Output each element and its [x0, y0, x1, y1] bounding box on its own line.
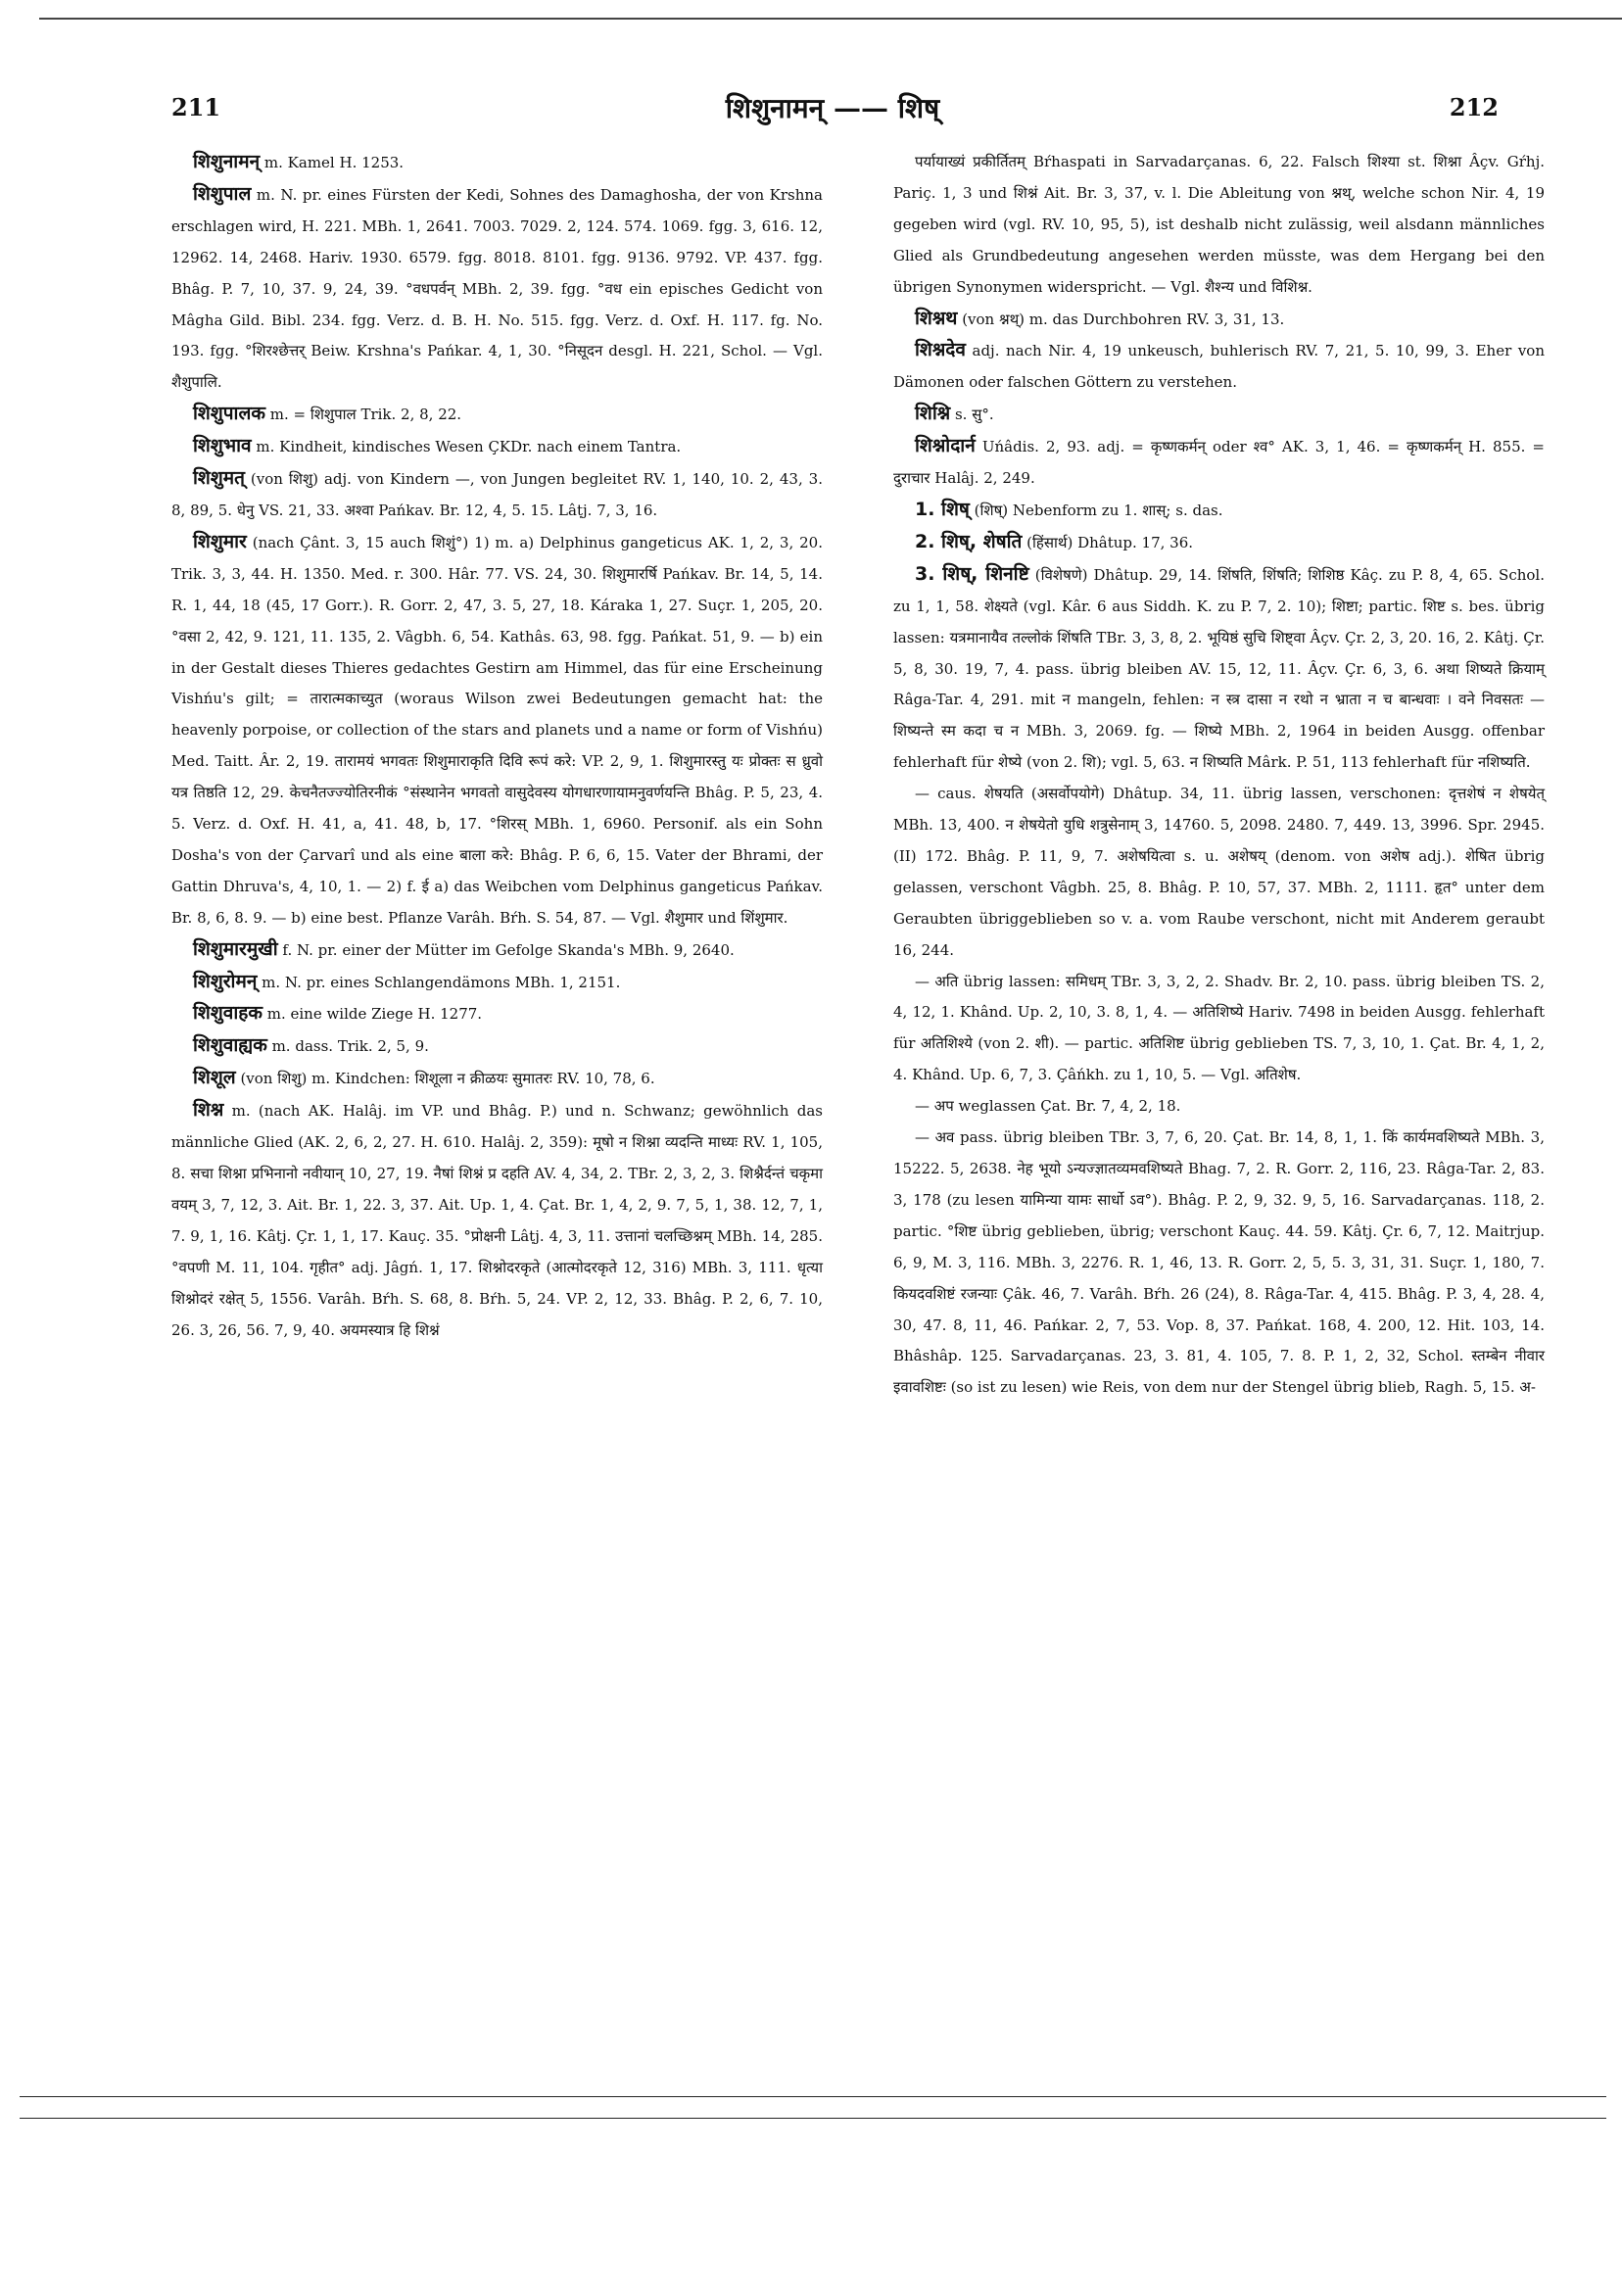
dictionary-entry: [893, 399, 1545, 431]
entry-text: m. N. pr. eines Fürsten der Kedi, Sohnes des Damaghosha, der von Krshna erschlagen wird, H. 221. MBh. 1, 2641. 7003. 7029. 2, 124. 574. 1069. fgg. 3, 616. 12, 12962. 14, 2468. Hariv. 1930. 6579. fgg. 8018. 8101. fgg. 9136. 9792. VP. 437. fgg. Bhâg. P. 7, 10, 37. 9, 24, 39. °वधपर्वन् MBh. 2, 39. fgg. °वध ein episches Gedicht von Mâgha Gild. Bibl. 234. fgg. Verz. d. B. H. No. 515. fgg. Verz. d. Oxf. H. 117. fg. No. 193. fgg. °शिरश्छेत्तर् Beiw. Krshna's Pańkar. 4, 1, 30. °निसूदन desgl. H. 221, Schol. — Vgl. शैशुपालि.: [171, 185, 823, 392]
entry-text: Uńâdis. 2, 93. adj. = कृष्णकर्मन् oder श्व° AK. 3, 1, 46. = कृष्णकर्मन् H. 855. = दुराचार Halâj. 2, 249.: [893, 438, 1545, 488]
dictionary-entry: [171, 1095, 823, 1346]
dictionary-entry: [171, 147, 823, 179]
entry-text: m. eine wilde Ziege H. 1277.: [266, 1005, 483, 1024]
dictionary-entry: [171, 998, 823, 1030]
bottom-rule: [20, 2118, 1606, 2119]
dictionary-entry: [893, 779, 1545, 966]
dictionary-entry: [171, 967, 823, 999]
entry-headword: शिशुपालक: [193, 403, 265, 425]
entry-headword: शिशुमार: [193, 530, 247, 552]
dictionary-entry: [171, 1063, 823, 1095]
entry-text: (हिंसार्थ) Dhâtup. 17, 36.: [1026, 533, 1194, 551]
dictionary-entry: [893, 967, 1545, 1092]
dictionary-entry: [171, 431, 823, 463]
page-number-right: 212: [1449, 93, 1499, 121]
entry-headword: शिश्न: [193, 1099, 224, 1122]
entry-text: m. (nach AK. Halâj. im VP. und Bhâg. P.) und n. Schwanz; gewöhnlich das männliche Glied (AK. 2, 6, 2, 27. H. 610. Halâj. 2, 359): मूषो न शिश्ना व्यदन्ति माध्यः RV. 1, 105, 8. सचा शिश्ना प्रभिनानो नवीयान् 10, 27, 19. नैषां शिश्नं प्र दहति AV. 4, 34, 2. TBr. 2, 3, 2, 3. शिश्नैर्दन्तं चकृमा वयम् 3, 7, 12, 3. Ait. Br. 1, 22. 3, 37. Ait. Up. 1, 4. Çat. Br. 1, 4, 2, 9. 7, 5, 1, 38. 12, 7, 1, 7. 9, 1, 16. Kâtj. Çr. 1, 1, 17. Kauç. 35. °प्रोक्षनी Lâṭj. 4, 3, 11. उत्तानां चलच्छिश्नम् MBh. 14, 285. °वपणी M. 11, 104. गृहीत° adj. Jâgń. 1, 17. शिश्नोदरकृते (आत्मोदरकृते 12, 316) MBh. 3, 111. धृत्या शिश्नोदरं रक्षेत् 5, 1556. Varâh. Bŕh. S. 68, 8. Bŕh. 5, 24. VP. 2, 12, 33. Bhâg. P. 2, 6, 7. 10, 26. 3, 26, 56. 7, 9, 40. अयमस्यात्र हि शिश्नं: [171, 1102, 823, 1339]
entry-headword: 2. शिष्, शेषति: [915, 530, 1023, 552]
entry-headword: शिशुनामन्: [193, 151, 261, 172]
top-edge-rule: [39, 18, 1622, 20]
entry-text: (nach Çânt. 3, 15 auch शिशुं°) 1) m. a) Delphinus gangeticus AK. 1, 2, 3, 20. Trik. 3, 3, 44. H. 1350. Med. r. 300. Hâr. 77. VS. 24, 30. शिशुमारर्षि Pańkav. Br. 14, 5, 14. R. 1, 44, 18 (45, 17 Gorr.). R. Gorr. 2, 47, 3. 5, 27, 18. Káraka 1, 27. Suçr. 1, 205, 20. °वसा 2, 42, 9. 121, 11. 135, 2. Vâgbh. 6, 54. Kathâs. 63, 98. fgg. Pańkat. 51, 9. — b) ein in der Gestalt dieses Thieres gedachtes Gestirn am Himmel, das für eine Erscheinung Vishńu's gilt; = तारात्मकाच्युत (woraus Wilson zwei Bedeutungen gemacht hat: the heavenly porpoise, or collection of the stars and planets und a name or form of Vishńu) Med. Taitt. Âr. 2, 19. तारामयं भगवतः शिशुमाराकृति दिवि रूपं करे: VP. 2, 9, 1. शिशुमारस्तु यः प्रोक्तः स ध्रुवो यत्र तिष्ठति 12, 29. केचनैतज्ज्योतिरनीकं °संस्थानेन भगवतो वासुदेवस्य योगधारणायामनुवर्णयन्ति Bhâg. P. 5, 23, 4. 5. Verz. d. Oxf. H. 41, a, 41. 48, b, 17. °शिरस् MBh. 1, 6960. Personif. als ein Sohn Dosha's von der Çarvarî und als eine बाला करे: Bhâg. P. 6, 6, 15. Vater der Bhrami, der Gattin Dhruva's, 4, 10, 1. — 2) f. ई a) das Weibchen vom Delphinus gangeticus Pańkav. Br. 8, 6, 8. 9. — b) eine best. Pflanze Varâh. Bŕh. S. 54, 87. — Vgl. शैशुमार und शिंशुमार.: [171, 533, 823, 927]
entry-text: (विशेषणे) Dhâtup. 29, 14. शिंषति, शिंषति; शिशिष्ठ Kâç. zu P. 8, 4, 65. Schol. zu 1, 1, 58. शेक्ष्यते (vgl. Kâr. 6 aus Siddh. K. zu P. 7, 2. 10); शिष्टा; partic. शिष्ट s. bes. übrig lassen: यत्रमानायैव तल्लोकं शिंषति TBr. 3, 3, 8, 2. भूयिष्ठं सुचि शिष्ट्वा Âçv. Çr. 2, 3, 20. 16, 2. Kâtj. Çr. 5, 8, 30. 19, 7, 4. pass. übrig bleiben AV. 15, 12, 11. Âçv. Çr. 6, 3, 6. अथा शिष्यते क्रियाम् Râga-Tar. 4, 291. mit न mangeln, fehlen: न स्त्र दासा न रथो न भ्राता न च बान्धवाः । वने निवसतः — शिष्यन्ते स्म कदा च न MBh. 3, 2069. fg. — शिष्ये MBh. 2, 1964 in beiden Ausgg. offenbar fehlerhaft für शेष्ये (von 2. शि); vgl. 5, 63. न शिष्यति Mârk. P. 51, 113 fehlerhaft für नशिष्यति.: [893, 565, 1545, 772]
dictionary-entry: [893, 431, 1545, 495]
bottom-rule: [20, 2096, 1606, 2097]
entry-headword: 1. शिष्: [915, 498, 970, 520]
entry-text: (von शिशु) adj. von Kindern —, von Jungen begleitet RV. 1, 140, 10. 2, 43, 3. 8, 89, 5. धेनु VS. 21, 33. अश्वा Pańkav. Br. 12, 4, 5. 15. Lâṭj. 7, 3, 16.: [171, 470, 823, 519]
dictionary-entry: [171, 934, 823, 967]
dictionary-entry: [893, 1091, 1545, 1123]
page-header: [167, 93, 1499, 132]
entry-text: पर्यायाख्यं प्रकीर्तितम् Bŕhaspati in Sarvadarçanas. 6, 22. Falsch शिश्या st. शिश्ना Âçv. Gŕhj. Pariç. 1, 3 und शिश्नं Ait. Br. 3, 37, v. l. Die Ableitung von श्नथ्, welche schon Nir. 4, 19 gegeben wird (vgl. RV. 10, 95, 5), ist deshalb nicht zulässig, weil alsdann männliches Glied als Grundbedeutung angesehen werden müsste, was dem Hergang bei den übrigen Synonymen widerspricht. — Vgl. शैश्न्य und विशिश्न.: [893, 153, 1545, 296]
dictionary-entry: [171, 179, 823, 399]
entry-headword: शिशुरोमन्: [193, 970, 258, 992]
entry-headword: शिशुमत्: [193, 467, 245, 490]
entry-text: m. Kindheit, kindisches Wesen ÇKDr. nach einem Tantra.: [256, 438, 682, 456]
dictionary-entry: [171, 527, 823, 934]
entry-headword: शिशुपाल: [193, 182, 252, 205]
dictionary-entry: [893, 527, 1545, 559]
running-head: शिशुनामन् —— शिष्: [725, 92, 940, 124]
dictionary-entry: [171, 399, 823, 431]
entry-text: adj. nach Nir. 4, 19 unkeusch, buhlerisch RV. 7, 21, 5. 10, 99, 3. Eher von Dämonen oder falschen Göttern zu verstehen.: [893, 342, 1545, 392]
entry-text: — अव pass. übrig bleiben TBr. 3, 7, 6, 20. Çat. Br. 14, 8, 1, 1. किं कार्यमवशिष्यते MBh. 3, 15222. 5, 2638. नेह भूयो ऽन्यज्ज्ञातव्यमवशिष्यते Bhag. 7, 2. R. Gorr. 2, 116, 23. Râga-Tar. 2, 83. 3, 178 (zu lesen यामिन्या यामः सार्धो ऽव°). Bhâg. P. 2, 9, 32. 9, 5, 16. Sarvadarçanas. 118, 2. partic. °शिष्ट übrig geblieben, übrig; verschont Kauç. 44. 59. Kâtj. Çr. 6, 7, 12. Maitrjup. 6, 9, M. 3, 116. MBh. 3, 2276. R. 1, 46, 13. R. Gorr. 2, 5, 5. 3, 31, 31. Suçr. 1, 180, 7. कियदवशिष्टं रजन्याः Çâk. 46, 7. Varâh. Bŕh. 26 (24), 8. Râga-Tar. 4, 415. Bhâg. P. 3, 4, 28. 4, 30, 47. 8, 11, 46. Pańkar. 2, 7, 53. Vop. 8, 37. Pańkat. 168, 4. 200, 12. Hit. 103, 14. Bhâshâp. 125. Sarvadarçanas. 23, 3. 81, 4. 105, 7. 8. P. 1, 2, 32, Schol. स्तम्बेन नीवार इवावशिष्टः (so ist zu lesen) wie Reis, von dem nur der Stengel übrig blieb, Ragh. 5, 15. अ-: [893, 1128, 1545, 1397]
entry-text: (von शिशु) m. Kindchen: शिशूला न क्रीळयः सुमातरः RV. 10, 78, 6.: [240, 1070, 655, 1088]
entry-text: — अति übrig lassen: समिधम् TBr. 3, 3, 2, 2. Shadv. Br. 2, 10. pass. übrig bleiben TS. 2, 4, 12, 1. Khând. Up. 2, 10, 3. 8, 1, 4. — अतिशिष्ये Hariv. 7498 in beiden Ausgg. fehlerhaft für अतिशिश्ये (von 2. शी). — partic. अतिशिष्ट übrig geblieben TS. 7, 3, 10, 1. Çat. Br. 4, 1, 2, 4. Khând. Up. 6, 7, 3. Çâńkh. zu 1, 10, 5. — Vgl. अतिशेष.: [893, 972, 1545, 1084]
entry-headword: शिश्नोदार्न: [915, 435, 976, 457]
entry-headword: शिश्नदेव: [915, 339, 966, 361]
entry-headword: शिशूल: [193, 1067, 236, 1089]
entry-text: m. = शिशुपाल Trik. 2, 8, 22.: [269, 406, 462, 424]
entry-headword: शिशुमारमुखी: [193, 937, 278, 960]
entry-text: (शिष्) Nebenform zu 1. शास्; s. das.: [974, 501, 1223, 519]
page-number-left: 211: [171, 93, 221, 121]
dictionary-entry: [893, 559, 1545, 779]
entry-text: s. सु°.: [954, 406, 994, 424]
dictionary-entry: [893, 1123, 1545, 1404]
entry-headword: शिशुवाहक: [193, 1002, 262, 1025]
right-column: [893, 147, 1545, 1404]
dictionary-entry: [893, 304, 1545, 336]
entry-text: m. N. pr. eines Schlangendämons MBh. 1, 2151.: [262, 973, 621, 991]
entry-text: — अप weglassen Çat. Br. 7, 4, 2, 18.: [915, 1097, 1181, 1116]
entry-headword: 3. शिष्, शिनष्टि: [915, 562, 1029, 585]
entry-text: m. dass. Trik. 2, 5, 9.: [271, 1037, 429, 1056]
entry-headword: शिश्नि: [915, 403, 951, 425]
dictionary-entry: [893, 147, 1545, 304]
dictionary-entry: [893, 335, 1545, 399]
entry-text: m. Kamel H. 1253.: [263, 154, 405, 171]
left-column: [171, 147, 823, 1346]
entry-text: — caus. शेषयति (असर्वोपयोगे) Dhâtup. 34, 11. übrig lassen, verschonen: दृत्तशेषं न शेषयेत् MBh. 13, 400. न शेषयेतो युधि शत्रुसेनाम् 3, 14760. 5, 2098. 2480. 7, 449. 13, 3996. Spr. 2945. (II) 172. Bhâg. P. 11, 9, 7. अशेषयित्वा s. u. अशेषय् (denom. von अशेष adj.). शेषित übrig gelassen, verschont Vâgbh. 25, 8. Bhâg. P. 10, 57, 37. MBh. 2, 1111. हृत° unter dem Geraubten übriggeblieben so v. a. vom Raube verschont, nicht mit Anderem geraubt 16, 244.: [893, 785, 1545, 959]
dictionary-entry: [171, 1030, 823, 1063]
entry-headword: शिशुवाह्यक: [193, 1034, 267, 1057]
dictionary-entry: [171, 463, 823, 527]
entry-headword: शिशुभाव: [193, 435, 252, 457]
entry-headword: शिश्नथ: [915, 307, 958, 329]
dictionary-entry: [893, 495, 1545, 527]
entry-text: (von श्नथ्) m. das Durchbohren RV. 3, 31, 13.: [962, 310, 1285, 328]
entry-text: f. N. pr. einer der Mütter im Gefolge Skanda's MBh. 9, 2640.: [282, 940, 735, 959]
